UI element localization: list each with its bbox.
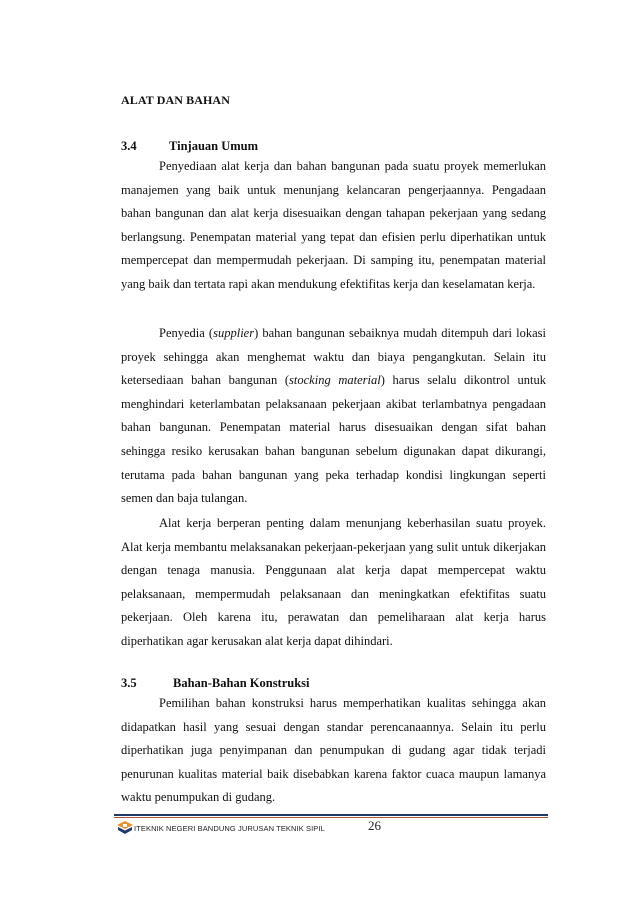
para-text: Penyedia (: [159, 326, 214, 340]
para-text: ) bahan bangunan sebaiknya mudah ditempuh dari lokasi proyek sehingga akan menghemat waktu dan biaya pengangkutan. Selain itu ketersediaan bahan bangunan (: [121, 326, 547, 388]
para-text: ) harus selalu dikontrol untuk menghindari keterlambatan pelaksanaan pekerjaan akibat terlambatnya pengadaan bahan bangunan. Penempatan material harus disesuaikan dengan sifat bahan sehingga resiko kerusakan bahan bangunan sebelum digunakan dapat dikurangi, terutama pada bahan bangunan yang peka terhadap kondisi lingkungan seperti semen dan baja tulangan.: [121, 373, 547, 506]
paragraph-bahan-1: Pemilihan bahan konstruksi harus memperhatikan kualitas sehingga akan didapatkan hasil yang sesuai dengan standar perencanaannya. Selain itu perlu diperhatikan juga penyimpanan dan penumpukan di gudang agar tidak terjadi penurunan kualitas material baik disebabkan karena faktor cuaca maupun lamanya waktu penumpukan di gudang.: [121, 696, 546, 805]
paragraph-tinjauan-3: Alat kerja berperan penting dalam menunjang keberhasilan suatu proyek. Alat kerja membantu melaksanakan pekerjaan-pekerjaan yang sulit untuk dikerjakan dengan tenaga manusia. Penggunaan alat kerja dapat mempercepat waktu pelaksanaan, mempermudah pelaksanaan dan meningkatkan efektifitas suatu pekerjaan. Oleh karena itu, perawatan dan pemeliharaan alat kerja harus diperhatikan agar kerusakan alat kerja dapat dihindari.: [121, 516, 546, 648]
footer-institution: ITEKNIK NEGERI BANDUNG JURUSAN TEKNIK SIPIL: [134, 824, 325, 833]
section-heading-3-5: [121, 676, 310, 691]
paragraph-tinjauan-2: [121, 322, 546, 511]
paragraph-tinjauan-1: Penyediaan alat kerja dan bahan bangunan pada suatu proyek memerlukan manajemen yang baik untuk menunjang kelancaran pengerjaannya. Pengadaan bahan bangunan dan alat kerja disesuaikan dengan tahapan pekerjaan yang sedang berlangsung. Penempatan material yang tepat dan efisien perlu diperhatikan untuk mempercepat dan mempermudah pekerjaan. Di samping itu, penempatan material yang baik dan tertata rapi akan mendukung efektifitas kerja dan keselamatan kerja.: [121, 159, 546, 291]
footer-divider: [114, 814, 548, 816]
footer-divider-accent: [114, 817, 548, 818]
page-title: ALAT DAN BAHAN: [121, 93, 230, 107]
section-number: 3.4: [121, 139, 137, 153]
term-stocking-material: stocking material: [289, 373, 381, 388]
section-number: 3.5: [121, 676, 137, 690]
page-number: 26: [368, 818, 381, 833]
term-supplier: supplier: [213, 326, 255, 340]
polban-logo-icon: [115, 820, 135, 836]
section-title: Tinjauan Umum: [169, 139, 259, 153]
section-heading-3-4: [121, 139, 258, 154]
section-title: Bahan-Bahan Konstruksi: [173, 676, 310, 690]
